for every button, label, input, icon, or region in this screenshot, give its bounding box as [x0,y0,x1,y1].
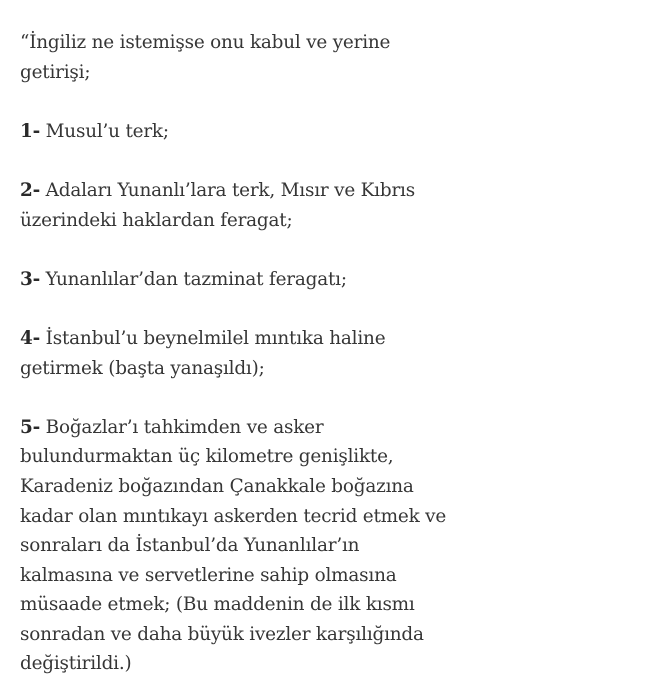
list-item-5 [20,413,450,679]
item-number: 2- [20,179,41,201]
item-number: 5- [20,416,41,438]
item-text: İstanbul’u beynelmilel mıntıka haline getirmek (başta yanaşıldı); [20,327,386,379]
item-number: 1- [20,120,41,142]
item-text: Yunanlılar’dan tazminat feragatı; [40,268,347,290]
item-number: 4- [20,327,41,349]
list-item-3 [20,265,450,295]
item-text: Musul’u terk; [40,120,169,142]
item-number: 3- [20,268,41,290]
list-item-1 [20,117,450,147]
item-text: Adaları Yunanlı’lara terk, Mısır ve Kıbrıs üzerindeki haklardan feragat; [20,179,415,231]
list-item-2 [20,176,450,235]
intro-paragraph: “İngiliz ne istemişse onu kabul ve yerine getirişi; [20,32,391,83]
list-item-4 [20,324,450,383]
item-text: Boğazlar’ı tahkimden ve asker bulundurmaktan üç kilometre genişlikte, Karadeniz boğazından Çanakkale boğazına kadar olan mıntıkayı askerden tecrid etmek ve sonraları da İstanbul’da Yunanlılar’ın kalmasına ve servetlerine sahip olmasına müsaade etmek; (Bu maddenin de ilk kısmı sonradan ve daha büyük ivezler karşılığında değiştirildi.) [20,416,447,675]
article-body [20,28,450,679]
